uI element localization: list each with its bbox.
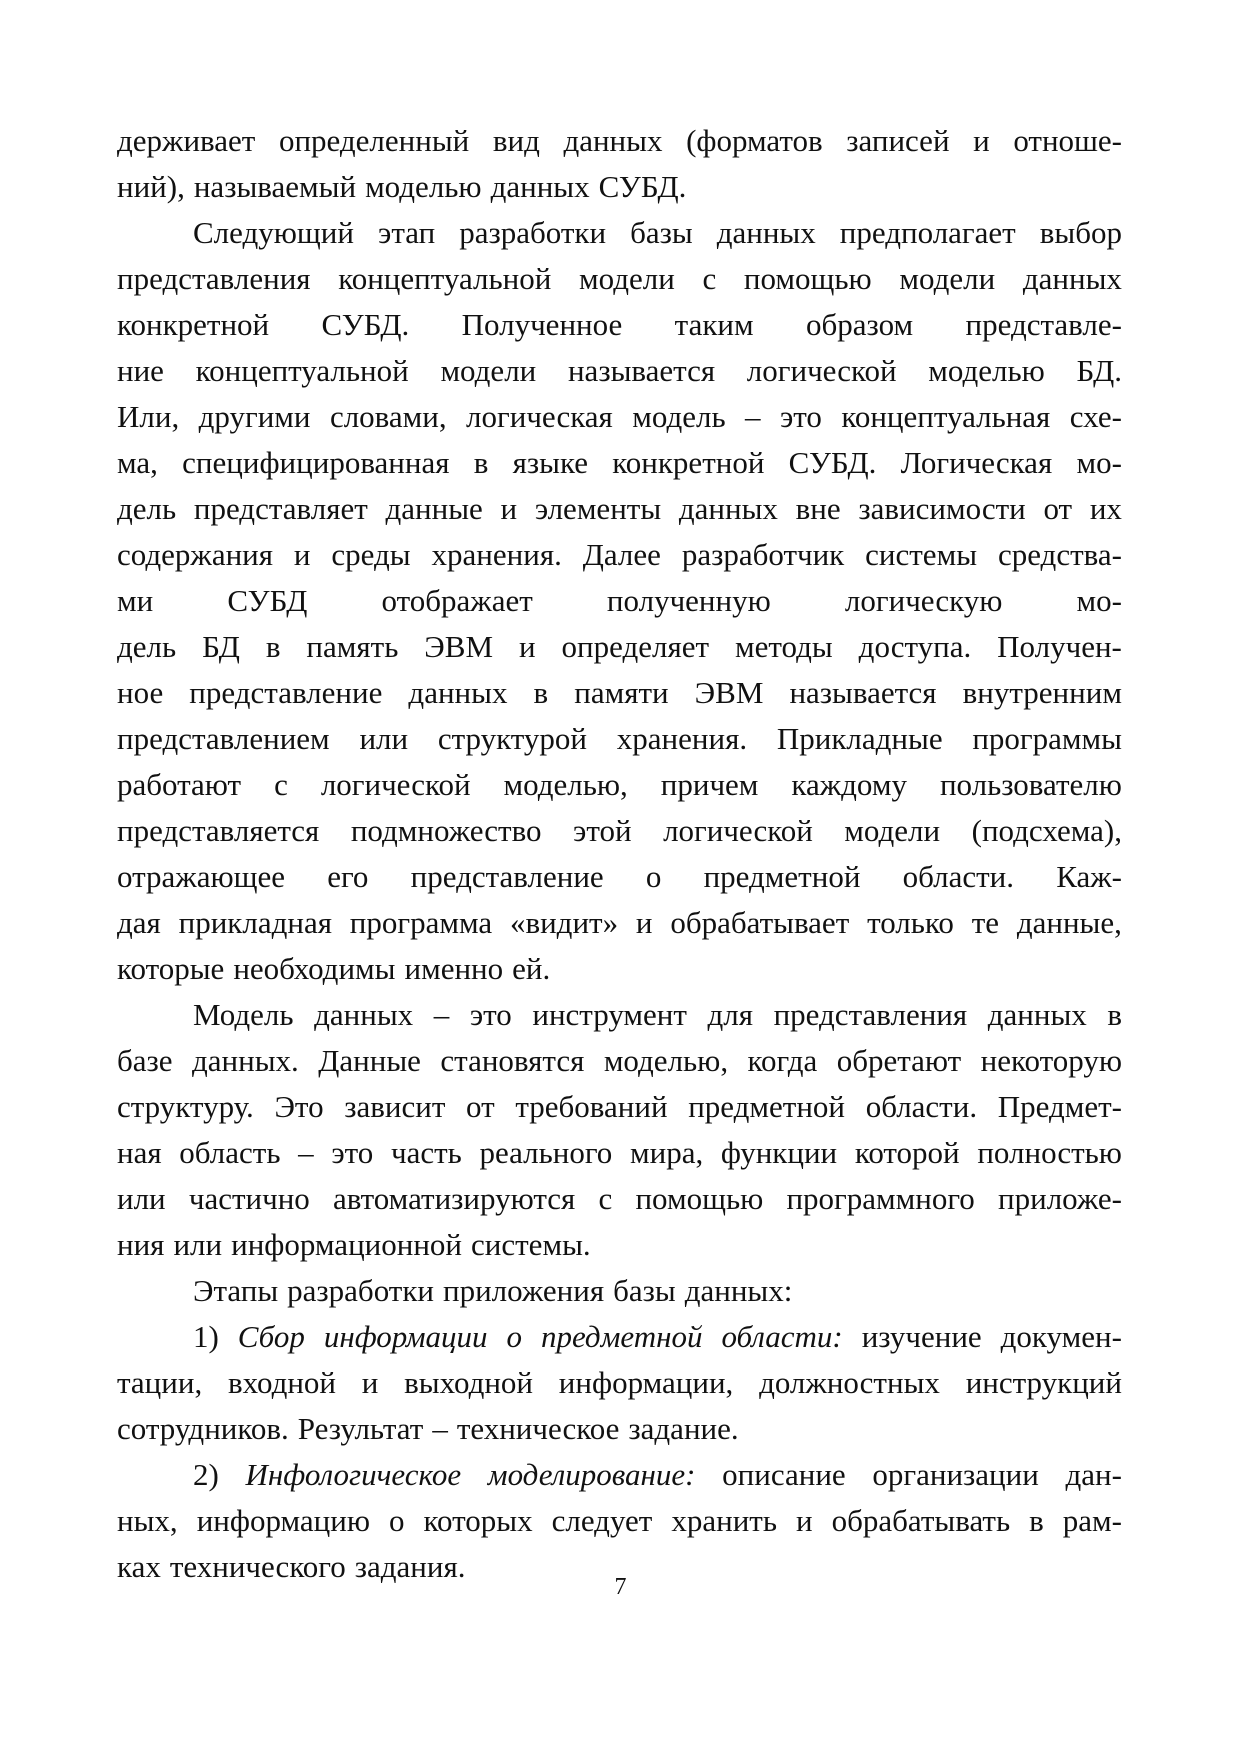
word: вид	[492, 123, 540, 158]
word: моделью	[928, 353, 1045, 388]
word: разработки	[287, 1273, 434, 1308]
word: данные,	[1016, 905, 1122, 940]
word: ния	[117, 1227, 165, 1262]
word: и	[361, 1365, 379, 1400]
word: с	[598, 1181, 613, 1216]
word: в	[473, 445, 489, 480]
word: –	[432, 1411, 448, 1446]
word: от	[466, 1089, 495, 1124]
text-line	[117, 1038, 1122, 1084]
word: задание.	[628, 1411, 739, 1446]
word: –	[745, 399, 761, 434]
word: программного	[786, 1181, 975, 1216]
italic-word: области:	[721, 1319, 843, 1354]
word: (подсхема),	[971, 813, 1122, 848]
word: Данные	[318, 1043, 421, 1078]
text-line	[117, 1130, 1122, 1176]
word: информацию	[196, 1503, 370, 1538]
word: моделью,	[603, 1043, 729, 1078]
page-number: 7	[614, 1574, 627, 1600]
word: причем	[660, 767, 759, 802]
word: или	[173, 1227, 223, 1262]
word: таким	[674, 307, 754, 342]
word: необходимы	[233, 951, 396, 986]
word: это	[779, 399, 822, 434]
word: его	[327, 859, 369, 894]
word: выбор	[1039, 215, 1122, 250]
word: зависимости	[858, 491, 1026, 526]
word: дан-	[1065, 1457, 1122, 1492]
word: предполагает	[839, 215, 1016, 250]
word: ний),	[117, 169, 185, 204]
word: –	[433, 997, 450, 1032]
word: памяти	[574, 675, 669, 710]
word: области.	[902, 859, 1015, 894]
word: ЭВМ	[694, 675, 764, 710]
word: данных	[408, 675, 508, 710]
word: конкретной	[612, 445, 765, 480]
word: отображает	[381, 583, 533, 618]
word: программы	[972, 721, 1122, 756]
word: Следующий	[193, 215, 354, 250]
word: прикладная	[178, 905, 332, 940]
text-line	[117, 302, 1122, 348]
text-line	[117, 670, 1122, 716]
word: мо-	[1076, 583, 1122, 618]
word: моделью	[365, 169, 482, 204]
word: представление	[410, 859, 604, 894]
word: разработчик	[681, 537, 845, 572]
word: Далее	[582, 537, 661, 572]
word: системы.	[471, 1227, 591, 1262]
punctuation: :	[685, 1457, 696, 1492]
text-line	[117, 256, 1122, 302]
italic-word: предметной	[540, 1319, 703, 1354]
word: СУБД	[227, 583, 308, 618]
word: в	[265, 629, 281, 664]
word: данных	[678, 491, 778, 526]
word: хранения.	[616, 721, 748, 756]
word: каждому	[791, 767, 907, 802]
body-text	[117, 118, 1122, 1590]
word: данные	[385, 491, 483, 526]
word: должностных	[759, 1365, 940, 1400]
text-line	[117, 578, 1122, 624]
word: доступа.	[858, 629, 972, 664]
word: когда	[747, 1043, 818, 1078]
word: ми	[117, 583, 154, 618]
word: данных	[563, 123, 663, 158]
word: 2)	[193, 1457, 219, 1492]
word: –	[298, 1135, 314, 1170]
word: работают	[117, 767, 242, 802]
word: которой	[854, 1135, 960, 1170]
word: другими	[198, 399, 311, 434]
word: ей.	[512, 951, 551, 986]
text-line	[117, 210, 1122, 256]
word: область	[179, 1135, 281, 1170]
word: ма,	[117, 445, 158, 480]
word: задания.	[354, 1549, 466, 1584]
word: помощью	[635, 1181, 764, 1216]
word: отноше-	[1013, 123, 1122, 158]
word: обрабатывать	[831, 1503, 1011, 1538]
word: дель	[117, 629, 177, 664]
text-line	[117, 1360, 1122, 1406]
word: базы	[630, 215, 693, 250]
text-line	[117, 1452, 1122, 1498]
word: их	[1089, 491, 1122, 526]
word: разработки	[459, 215, 607, 250]
text-line	[117, 348, 1122, 394]
word: ЭВМ	[424, 629, 494, 664]
word: образом	[806, 307, 914, 342]
text-line	[117, 854, 1122, 900]
word: память	[306, 629, 399, 664]
word: Полученное	[461, 307, 623, 342]
word: и	[500, 491, 518, 526]
text-line	[117, 1222, 1122, 1268]
text-line	[117, 624, 1122, 670]
word: записей	[846, 123, 950, 158]
text-line	[117, 1498, 1122, 1544]
word: становятся	[440, 1043, 585, 1078]
word: с	[274, 767, 288, 802]
word: вне	[795, 491, 841, 526]
word: называется	[789, 675, 937, 710]
text-line	[117, 1084, 1122, 1130]
word: базе	[117, 1043, 173, 1078]
text-line	[117, 1314, 1122, 1360]
word: модель	[632, 399, 726, 434]
word: ная	[117, 1135, 162, 1170]
text-line	[117, 762, 1122, 808]
word: и	[973, 123, 990, 158]
word: содержания	[117, 537, 274, 572]
word: Это	[274, 1089, 324, 1124]
word: данных.	[192, 1043, 299, 1078]
word: инструкций	[965, 1365, 1122, 1400]
word: логической	[746, 353, 897, 388]
text-line	[117, 1176, 1122, 1222]
word: внутренним	[962, 675, 1122, 710]
text-line	[117, 1268, 1122, 1314]
word: рам-	[1062, 1503, 1122, 1538]
word: средства-	[997, 537, 1122, 572]
word: представление	[189, 675, 383, 710]
italic-word: Инфологическое	[245, 1457, 462, 1492]
word: это	[331, 1135, 374, 1170]
word: среды	[331, 537, 411, 572]
word: мира,	[629, 1135, 704, 1170]
word: области.	[865, 1089, 978, 1124]
italic-word: о	[506, 1319, 522, 1354]
word: данных	[314, 997, 414, 1032]
word: базы	[613, 1273, 676, 1308]
word: о	[645, 859, 662, 894]
word: Результат	[297, 1411, 424, 1446]
word: мо-	[1076, 445, 1122, 480]
word: БД.	[1076, 353, 1122, 388]
word: Каж-	[1056, 859, 1122, 894]
word: или	[117, 1181, 166, 1216]
word: докумен-	[1000, 1319, 1122, 1354]
word: приложения	[443, 1273, 605, 1308]
word: инструмент	[532, 997, 687, 1032]
word: словами,	[329, 399, 447, 434]
word: о	[389, 1503, 405, 1538]
word: данных	[1022, 261, 1122, 296]
word: ние	[117, 353, 164, 388]
word: с	[702, 261, 717, 296]
text-line	[117, 118, 1122, 164]
text-line	[117, 716, 1122, 762]
text-line	[117, 440, 1122, 486]
word: пользователю	[939, 767, 1122, 802]
word: структуру.	[117, 1089, 254, 1124]
word: ках	[117, 1549, 161, 1584]
word: этап	[378, 215, 436, 250]
word: элементы	[534, 491, 662, 526]
word: представлением	[117, 721, 330, 756]
word: модели	[578, 261, 675, 296]
word: логической	[663, 813, 813, 848]
word: логическая	[466, 399, 613, 434]
word: данных	[490, 169, 590, 204]
word: программа	[349, 905, 493, 940]
word: те	[971, 905, 1000, 940]
word: концептуальной	[338, 261, 552, 296]
word: представления	[773, 997, 968, 1032]
word: и	[293, 537, 311, 572]
word: концептуальной	[195, 353, 409, 388]
word: представле-	[965, 307, 1122, 342]
word: в	[533, 675, 549, 710]
word: технического	[169, 1549, 346, 1584]
word: тации,	[117, 1365, 203, 1400]
word: представляет	[193, 491, 368, 526]
italic-word: информации	[323, 1319, 488, 1354]
word: полностью	[977, 1135, 1122, 1170]
word: модели	[899, 261, 996, 296]
word: в	[1107, 997, 1122, 1032]
word: реального	[479, 1135, 613, 1170]
word: Прикладные	[776, 721, 943, 756]
word: модели	[844, 813, 941, 848]
word: языке	[512, 445, 589, 480]
word: предметной	[703, 859, 861, 894]
word: конкретной	[117, 307, 270, 342]
word: Этапы	[193, 1273, 279, 1308]
word: информации,	[558, 1365, 734, 1400]
word: некоторую	[980, 1043, 1122, 1078]
word: дая	[117, 905, 161, 940]
word: техническое	[456, 1411, 620, 1446]
word: Или,	[117, 399, 180, 434]
word: Предмет-	[997, 1089, 1122, 1124]
word: описание	[722, 1457, 846, 1492]
word: или	[359, 721, 409, 756]
word: и	[796, 1503, 813, 1538]
word: от	[1043, 491, 1073, 526]
word: частично	[188, 1181, 310, 1216]
word: СУБД.	[598, 169, 687, 204]
word: данных	[716, 215, 816, 250]
word: только	[867, 905, 954, 940]
word: обретают	[836, 1043, 962, 1078]
word: которые	[117, 951, 225, 986]
word: представления	[117, 261, 311, 296]
word: модели	[440, 353, 537, 388]
word: которых	[423, 1503, 533, 1538]
word: требований	[515, 1089, 668, 1124]
word: дель	[117, 491, 177, 526]
word: данных:	[684, 1273, 793, 1308]
word: входной	[228, 1365, 337, 1400]
word: организации	[872, 1457, 1039, 1492]
word: полученную	[606, 583, 771, 618]
word: часть	[391, 1135, 462, 1170]
word: Логическая	[900, 445, 1053, 480]
punctuation: :	[832, 1319, 843, 1354]
word: этой	[573, 813, 632, 848]
word: специфицированная	[182, 445, 450, 480]
word: ное	[117, 675, 164, 710]
word: называемый	[193, 169, 357, 204]
word: методы	[734, 629, 833, 664]
word: автоматизируются	[333, 1181, 576, 1216]
word: ных,	[117, 1503, 178, 1538]
word: определенный	[278, 123, 470, 158]
word: приложе-	[998, 1181, 1122, 1216]
word: БД	[202, 629, 240, 664]
word: логической	[320, 767, 471, 802]
word: подмножество	[350, 813, 542, 848]
word: логическую	[844, 583, 1003, 618]
text-line	[117, 486, 1122, 532]
word: следует	[551, 1503, 653, 1538]
word: обрабатывает	[670, 905, 850, 940]
word: моделью,	[503, 767, 628, 802]
text-line	[117, 532, 1122, 578]
word: держивает	[117, 123, 256, 158]
word: СУБД.	[321, 307, 410, 342]
word: 1)	[193, 1319, 219, 1354]
word: называется	[567, 353, 716, 388]
word: функции	[720, 1135, 838, 1170]
word: структурой	[437, 721, 588, 756]
text-line	[117, 808, 1122, 854]
word: схе-	[1069, 399, 1122, 434]
text-line	[117, 900, 1122, 946]
italic-word: Сбор	[237, 1319, 305, 1354]
word: хранения.	[431, 537, 562, 572]
text-line	[117, 164, 1122, 210]
text-line	[117, 394, 1122, 440]
word: сотрудников.	[117, 1411, 289, 1446]
word: концептуальная	[841, 399, 1051, 434]
word: Получен-	[997, 629, 1122, 664]
word: помощью	[743, 261, 872, 296]
word: данных	[987, 997, 1087, 1032]
word: Модель	[193, 997, 294, 1032]
word: хранить	[671, 1503, 777, 1538]
word: это	[469, 997, 512, 1032]
word: «видит»	[509, 905, 619, 940]
word: определяет	[561, 629, 710, 664]
italic-word: моделирование:	[487, 1457, 696, 1492]
text-line	[117, 946, 1122, 992]
word: зависит	[344, 1089, 446, 1124]
word: предметной	[688, 1089, 846, 1124]
word: информационной	[231, 1227, 463, 1262]
word: выходной	[404, 1365, 534, 1400]
word: и	[635, 905, 653, 940]
word: представляется	[117, 813, 320, 848]
word: отражающее	[117, 859, 286, 894]
word: для	[707, 997, 754, 1032]
word: (форматов	[686, 123, 823, 158]
text-line	[117, 1406, 1122, 1452]
word: именно	[404, 951, 504, 986]
word: изучение	[861, 1319, 982, 1354]
word: СУБД.	[788, 445, 877, 480]
word: и	[518, 629, 536, 664]
word: в	[1029, 1503, 1044, 1538]
word: системы	[865, 537, 978, 572]
text-line	[117, 992, 1122, 1038]
